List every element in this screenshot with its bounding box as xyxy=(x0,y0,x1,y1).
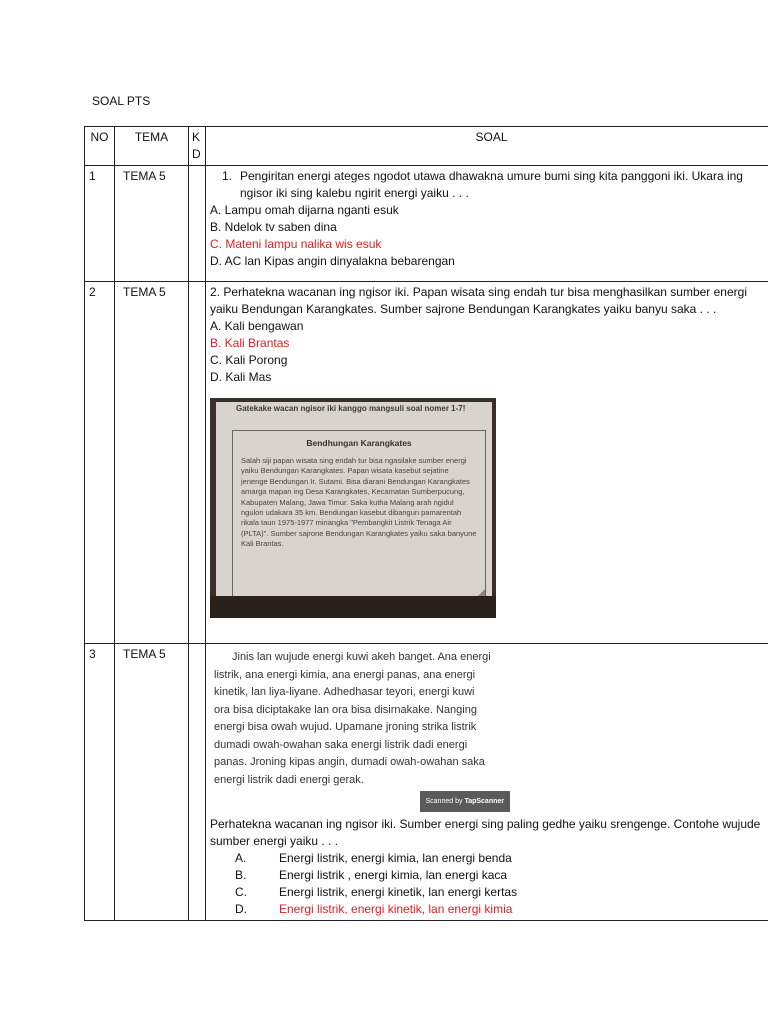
option-d: D. Kali Mas xyxy=(210,370,272,384)
scanner-watermark: Scanned by TapScanner xyxy=(420,791,511,812)
question-1 xyxy=(206,166,768,282)
scan-line: ora bisa diciptakake lan ora bisa disirnakake. Nanging xyxy=(214,703,477,716)
photo-textbox xyxy=(232,430,486,608)
row-tema: TEMA 5 xyxy=(115,166,189,282)
option-a: A. Energi listrik, energi kimia, lan energi benda xyxy=(235,851,512,865)
scan-line: dumadi owah-owahan saka energi listrik dadi energi xyxy=(214,738,468,751)
scan-line: energi bisa owah wujud. Upamane jroning strika listrik xyxy=(214,721,477,733)
table-row xyxy=(85,166,768,282)
header-soal: SOAL xyxy=(206,127,768,166)
reading-photo xyxy=(210,398,496,618)
row-kd xyxy=(189,644,206,921)
photo-header: Gatekake wacan ngisor iki kanggo mangsuli soal nomer 1-7! xyxy=(236,404,466,413)
document-title: SOAL PTS xyxy=(92,94,151,108)
option-b: B. Energi listrik , energi kimia, lan energi kaca xyxy=(235,868,508,882)
photo-title: Bendhungan Karangkates xyxy=(306,438,412,448)
question-text: Pengiritan energi ateges ngodot utawa dhawakna umure bumi sing kita panggoni iki. Ukara ing ngisor iki sing kalebu ngirit energi yaiku . . . xyxy=(240,169,743,200)
question-text: 2. Perhatekna wacanan ing ngisor iki. Papan wisata sing endah tur bisa menghasilkan sumber energi yaiku Bendungan Karangkates. Sumber sajrone Bendungan Karangkates yaiku banyu saka . . . xyxy=(210,285,747,316)
table-row xyxy=(85,644,768,921)
scan-line: listrik, ana energi kimia, ana energi panas, ana energi xyxy=(214,668,476,681)
options-list xyxy=(210,850,768,918)
photo-bottom-shadow xyxy=(210,596,496,618)
question-number: 1. xyxy=(222,169,233,183)
scan-line: energi listrik dadi energi gerak. xyxy=(214,773,364,786)
option-a: A. Kali bengawan xyxy=(210,319,304,333)
table-header-row xyxy=(85,127,768,166)
scan-line: panas. Jroning kipas angin, dumadi owah-owahan saka xyxy=(214,756,485,768)
scan-line: kinetik, lan liya-liyane. Adhedhasar teyori, energi kuwi xyxy=(214,686,475,698)
row-no: 3 xyxy=(85,644,115,921)
row-no: 2 xyxy=(85,282,115,644)
option-b-answer: B. Kali Brantas xyxy=(210,336,290,350)
photo-paper xyxy=(216,402,492,614)
option-b: B. Ndelok tv saben dina xyxy=(210,220,337,234)
question-table xyxy=(84,126,768,921)
header-kd: K D xyxy=(189,127,206,166)
scanned-reading xyxy=(210,646,510,812)
header-tema: TEMA xyxy=(115,127,189,166)
option-d: D. AC lan Kipas angin dinyalakna bebarengan xyxy=(210,254,455,268)
row-no: 1 xyxy=(85,166,115,282)
header-no: NO xyxy=(85,127,115,166)
option-c-answer: C. Mateni lampu nalika wis esuk xyxy=(210,237,382,251)
row-kd xyxy=(189,282,206,644)
option-d-answer: D. Energi listrik, energi kinetik, lan energi kimia xyxy=(235,902,513,916)
row-tema: TEMA 5 xyxy=(115,282,189,644)
question-2 xyxy=(206,282,768,644)
option-c: C. Energi listrik, energi kinetik, lan energi kertas xyxy=(235,885,518,899)
row-kd xyxy=(189,166,206,282)
row-tema: TEMA 5 xyxy=(115,644,189,921)
scanned-text xyxy=(210,646,510,789)
scan-line: Jinis lan wujude energi kuwi akeh banget. Ana energi xyxy=(232,651,491,663)
table-row xyxy=(85,282,768,644)
question-text: Perhatekna wacanan ing ngisor iki. Sumber energi sing paling gedhe yaiku srengenge. Contohe wujude sumber energi yaiku . . . xyxy=(210,817,761,848)
photo-body-text: Salah siji papan wisata sing endah tur bisa ngasilake sumber energi yaiku Bendungan Karangkates. Papan wisata kasebut sejatine jenenge Bendungan Ir. Sutami. Bisa diarani Bendungan Karangkates amarga mapan ing Desa Karangkates, Kecamatan Sumberpucung, Kabupaten Malang, Jawa Timur. Saka kutha Malang arah ngidul ngulon udakara 35 km. Bendungan kasebut dibangun pamarentah rikala taun 1975-1977 minangka "Pembangkit Listrik Tenaga Air (PLTA)". Sumber sajrone Bendungan Karangkates yaiku saka banyune Kali Brantas. xyxy=(241,456,477,549)
question-3 xyxy=(206,644,768,921)
option-c: C. Kali Porong xyxy=(210,353,288,367)
option-a: A. Lampu omah dijarna nganti esuk xyxy=(210,203,399,217)
question-stem xyxy=(210,168,768,202)
